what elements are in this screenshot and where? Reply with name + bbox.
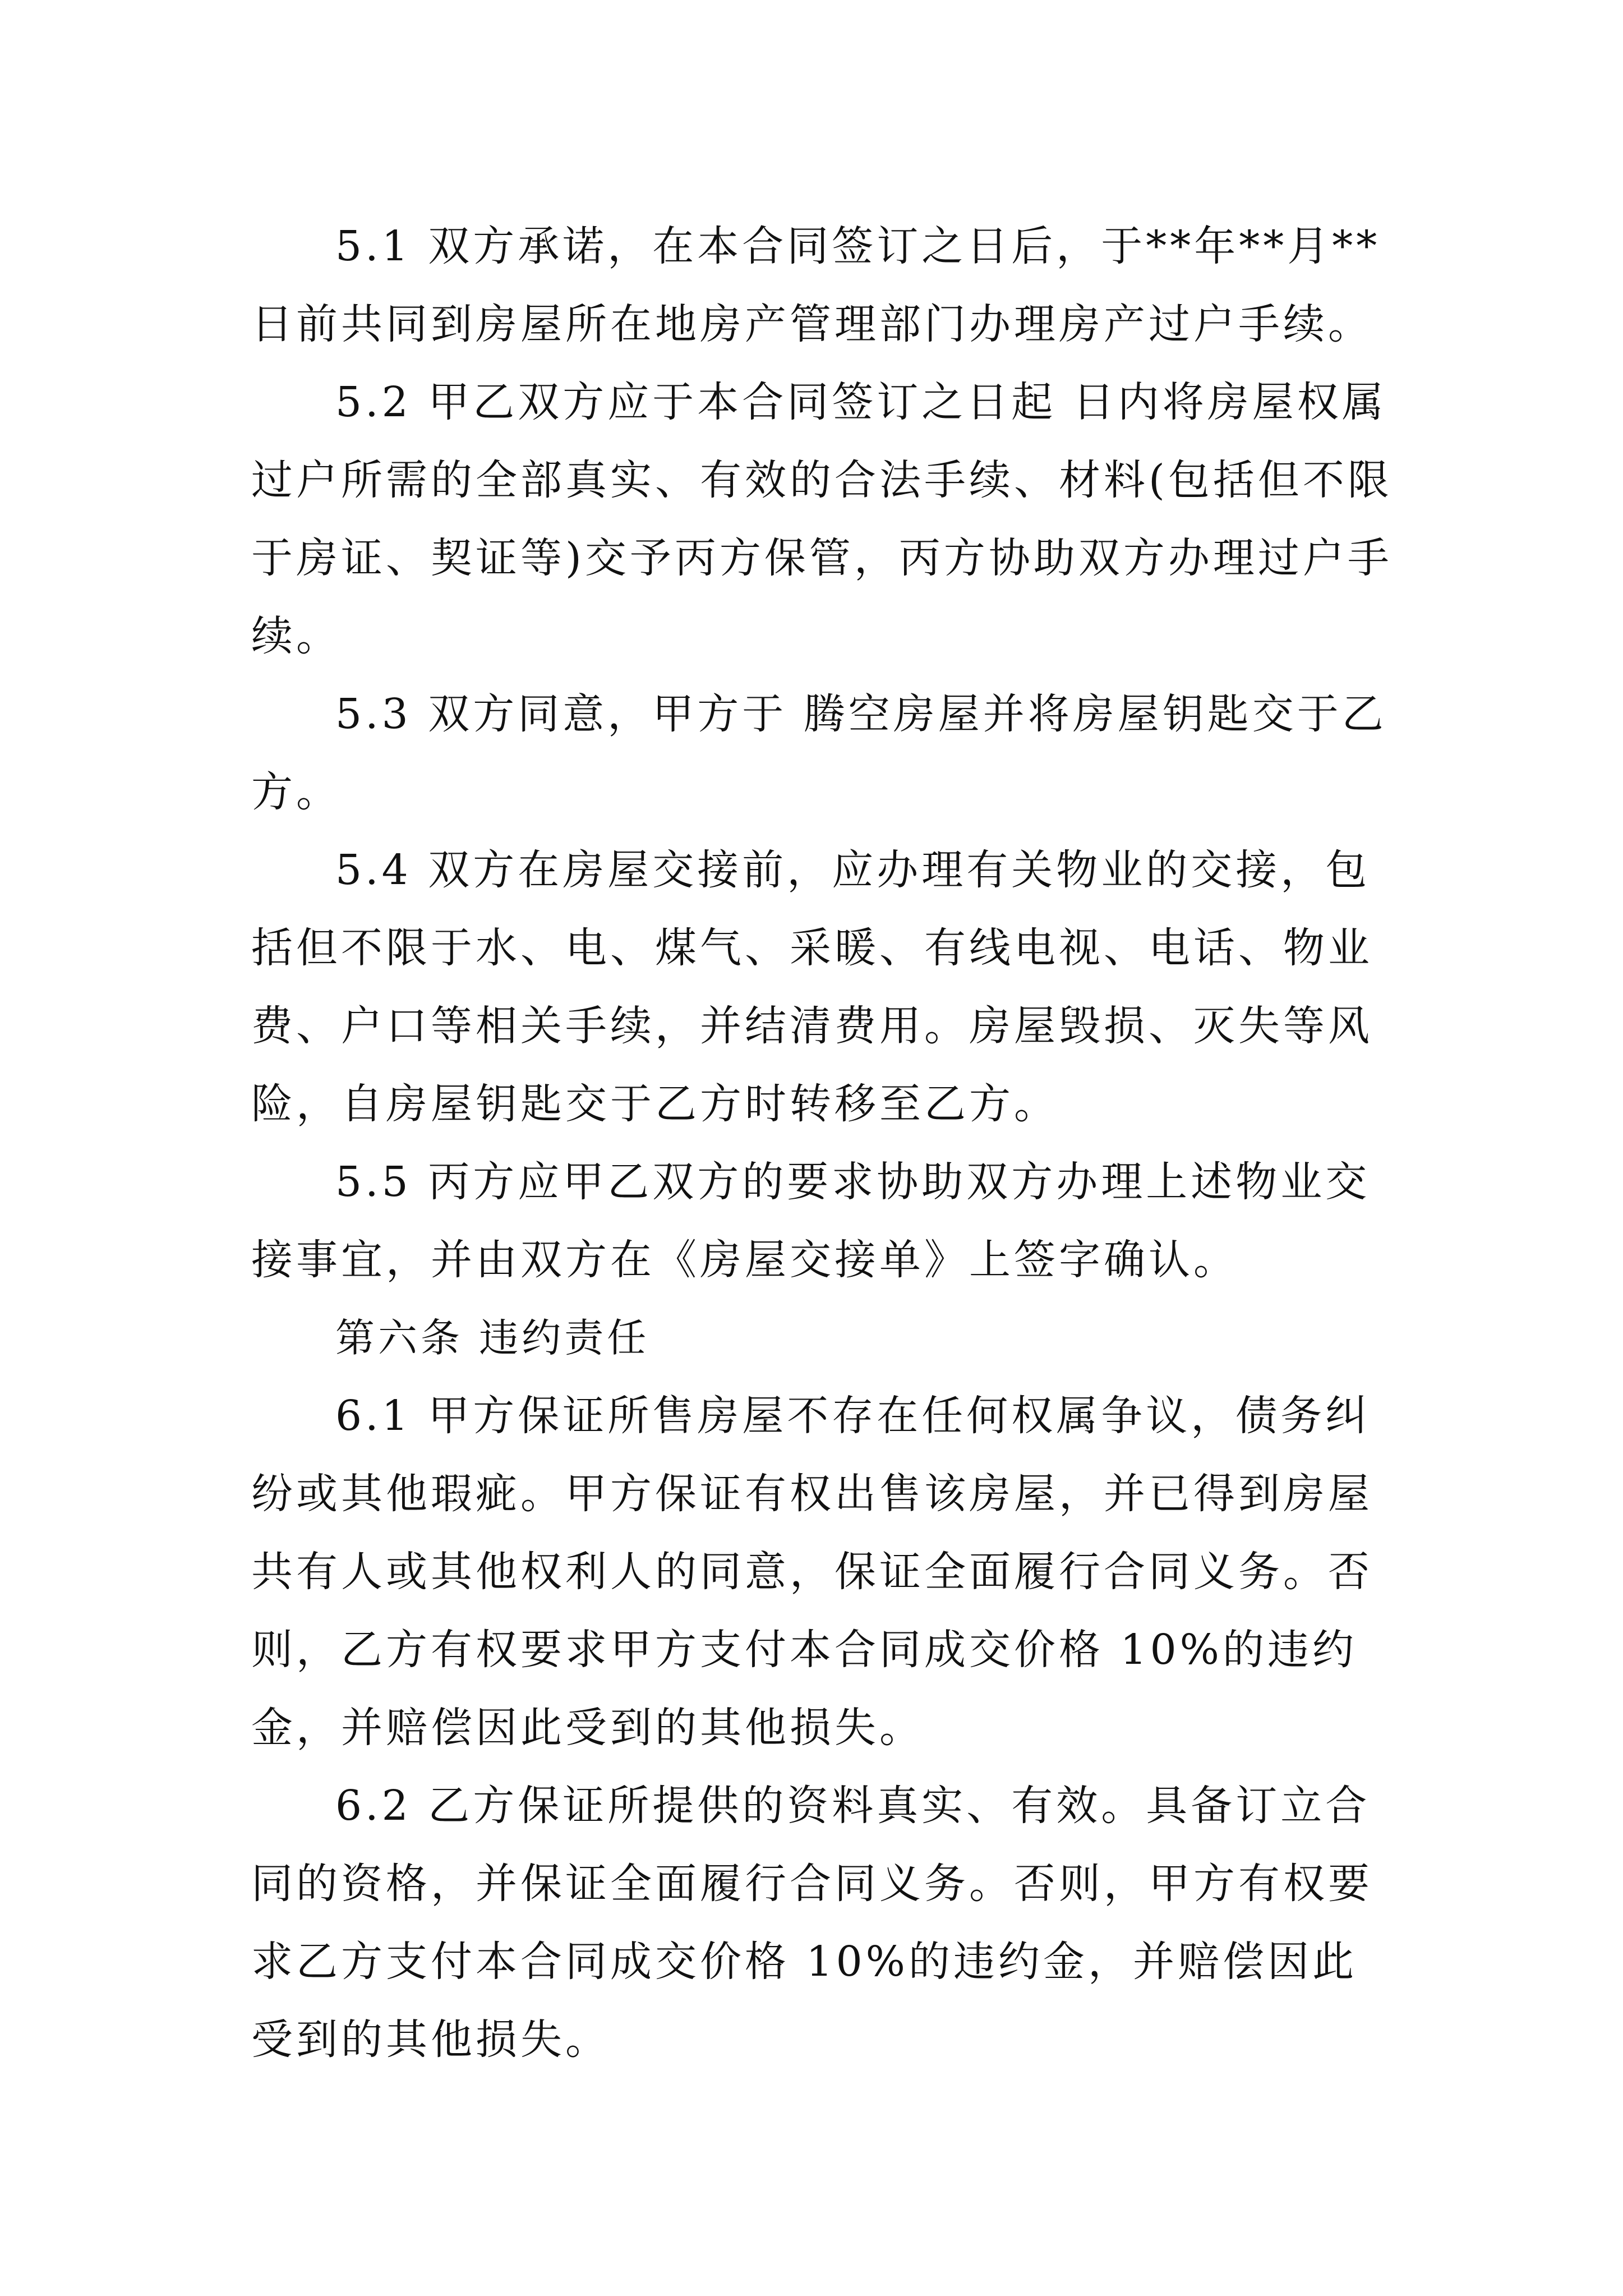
clause-6-2: 6.2 乙方保证所提供的资料真实、有效。具备订立合同的资格，并保证全面履行合同义务。否则，甲方有权要求乙方支付本合同成交价格 10%的违约金，并赔偿因此受到的其他损失。 — [251, 1782, 1373, 2064]
clause-5-1: 5.1 双方承诺，在本合同签订之日后，于**年**月**日前共同到房屋所在地房产管理部门办理房产过户手续。 — [251, 222, 1381, 348]
clause-5-5: 5.5 丙方应甲乙双方的要求协助双方办理上述物业交接事宜，并由双方在《房屋交接单》上签字确认。 — [251, 1158, 1371, 1284]
contract-text — [251, 208, 1395, 2079]
clause-5-3: 5.3 双方同意，甲方于 腾空房屋并将房屋钥匙交于乙方。 — [251, 690, 1387, 816]
clause-5-2: 5.2 甲乙双方应于本合同签订之日起 日内将房屋权属过户所需的全部真实、有效的合法手续、材料(包括但不限于房证、契证等)交予丙方保管，丙方协助双方办理过户手续。 — [251, 378, 1393, 660]
section-heading-article-6: 第六条 违约责任 — [335, 1315, 650, 1361]
clause-5-4: 5.4 双方在房屋交接前，应办理有关物业的交接，包括但不限于水、电、煤气、采暖、有线电视、电话、物业费、户口等相关手续，并结清费用。房屋毁损、灭失等风险，自房屋钥匙交于乙方时转移至乙方。 — [251, 846, 1373, 1128]
clause-6-1: 6.1 甲方保证所售房屋不存在任何权属争议，债务纠纷或其他瑕疵。甲方保证有权出售该房屋，并已得到房屋共有人或其他权利人的同意，保证全面履行合同义务。否则，乙方有权要求甲方支付本合同成交价格 10%的违约金，并赔偿因此受到的其他损失。 — [251, 1392, 1373, 1752]
